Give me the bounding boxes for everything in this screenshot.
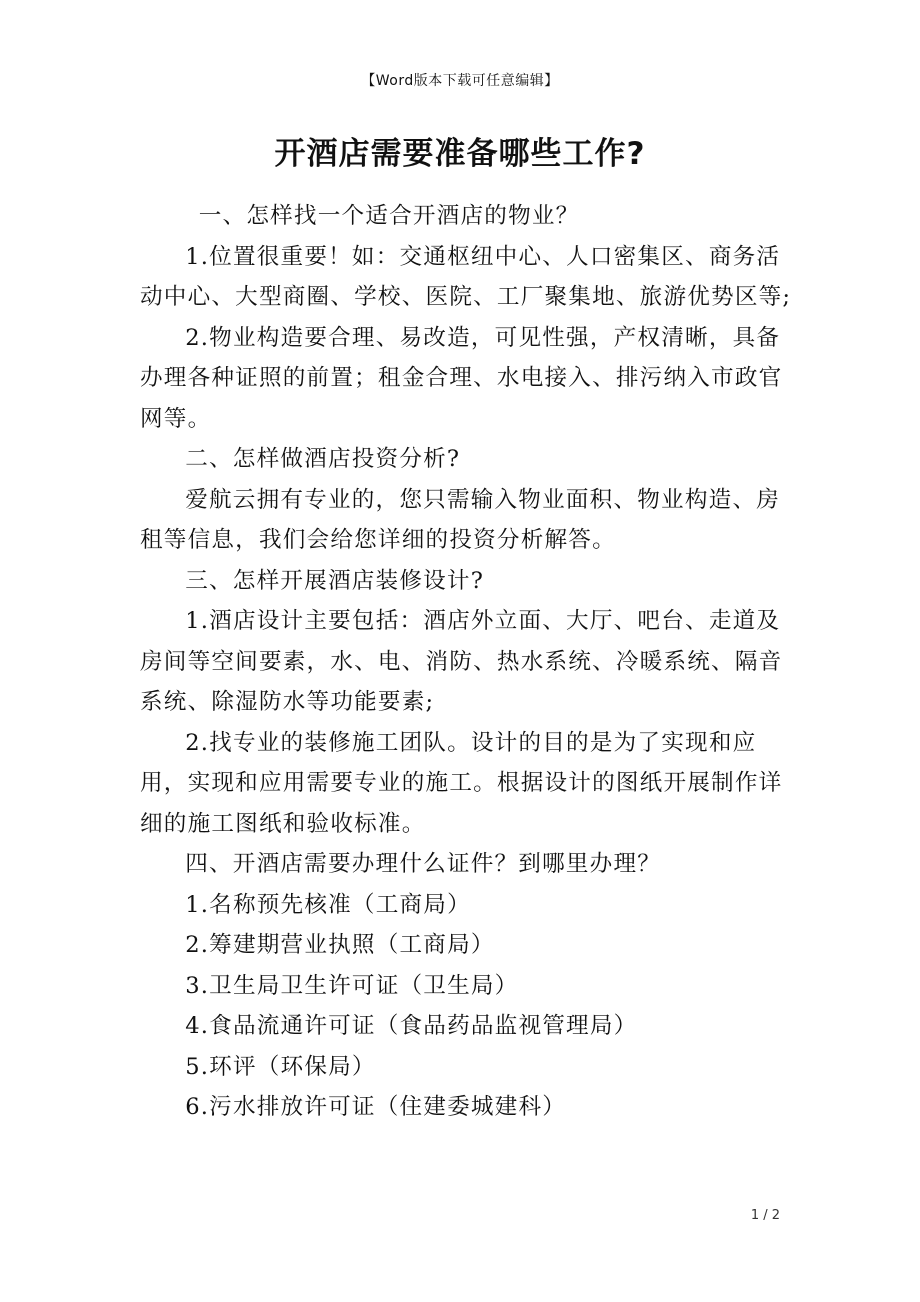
paragraph-construction-team: 2.找专业的装修施工团队。设计的目的是为了实现和应用，实现和应用需要专业的施工。根据设计的图纸开展制作详细的施工图纸和验收标准。 <box>140 729 783 837</box>
download-note: 【Word版本下载可任意编辑】 <box>361 73 559 89</box>
paragraph-design-elements: 1.酒店设计主要包括：酒店外立面、大厅、吧台、走道及房间等空间要素，水、电、消防、热水系统、冷暖系统、隔音系统、除湿防水等功能要素; <box>140 608 783 715</box>
section-heading-2: 二、怎样做酒店投资分析? <box>185 446 461 472</box>
document-title: 开酒店需要准备哪些工作? <box>274 136 646 172</box>
list-item-license-4: 4.食品流通许可证（食品药品监视管理局） <box>185 1013 638 1039</box>
list-item-license-2: 2.筹建期营业执照（工商局） <box>185 932 495 958</box>
paragraph-investment-analysis: 爱航云拥有专业的，您只需输入物业面积、物业构造、房租等信息，我们会给您详细的投资分析解答。 <box>140 486 781 553</box>
document-body <box>140 196 794 1128</box>
section-heading-3: 三、怎样开展酒店装修设计? <box>185 567 485 594</box>
section-heading-1: 一、怎样找一个适合开酒店的物业？ <box>198 203 580 229</box>
list-item-license-1: 1.名称预先核准（工商局） <box>185 891 471 918</box>
section-heading-4: 四、开酒店需要办理什么证件？到哪里办理？ <box>185 851 662 877</box>
page-number: 1 / 2 <box>750 1208 780 1223</box>
paragraph-property-structure: 2.物业构造要合理、易改造，可见性强，产权清晰，具备办理各种证照的前置；租金合理、水电接入、排污纳入市政官网等。 <box>140 324 783 432</box>
list-item-license-5: 5.环评（环保局） <box>185 1053 376 1080</box>
paragraph-location: 1.位置很重要！如：交通枢纽中心、人口密集区、商务活动中心、大型商圈、学校、医院、工厂聚集地、旅游优势区等; <box>140 243 792 310</box>
list-item-license-3: 3.卫生局卫生许可证（卫生局） <box>185 972 519 999</box>
list-item-license-6: 6.污水排放许可证（住建委城建科） <box>185 1094 567 1120</box>
